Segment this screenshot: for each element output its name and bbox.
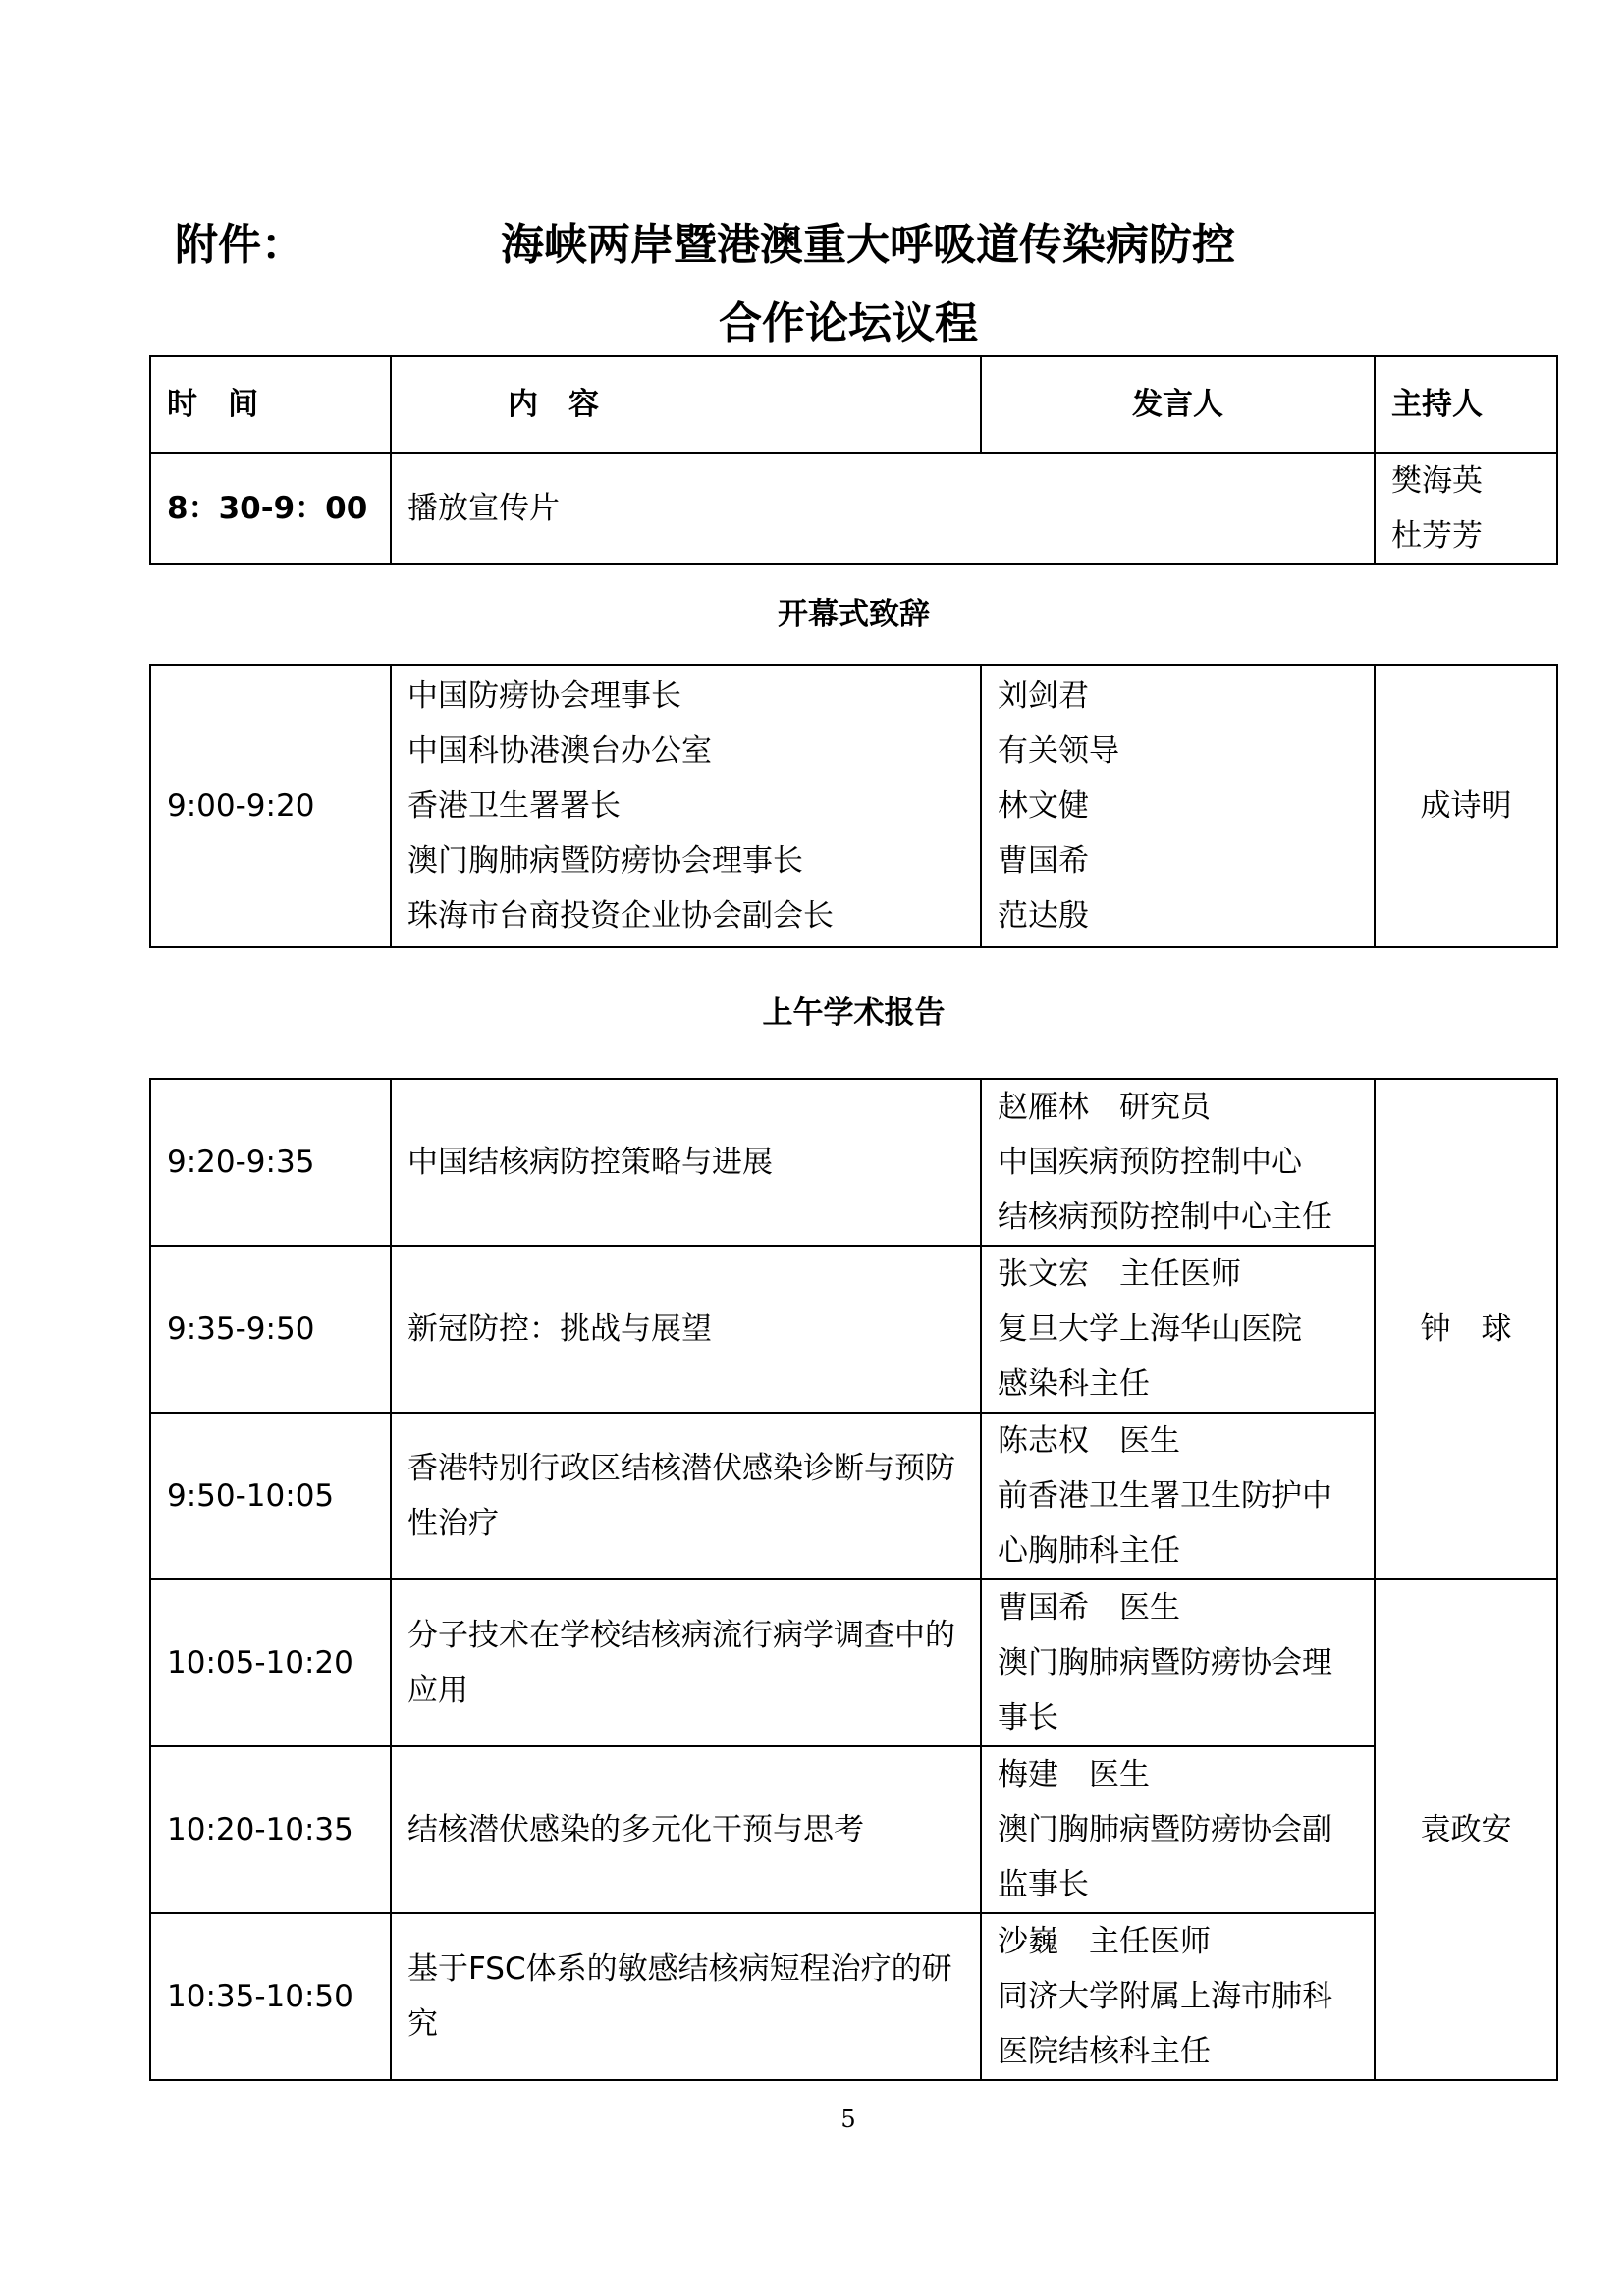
header-time: 时 间 bbox=[150, 356, 391, 453]
time-cell: 9:50-10:05 bbox=[150, 1413, 391, 1579]
table-header-row bbox=[150, 356, 1557, 453]
title-line-2: 合作论坛议程 bbox=[719, 298, 978, 348]
speaker-cell bbox=[981, 1579, 1375, 1746]
content-cell: 中国结核病防控策略与进展 bbox=[391, 1079, 981, 1246]
header-speaker: 发言人 bbox=[981, 356, 1375, 453]
speaker-cell bbox=[981, 1413, 1375, 1579]
content-line: 珠海市台商投资企业协会副会长 bbox=[407, 898, 834, 934]
content-line: 澳门胸肺病暨防痨协会理事长 bbox=[407, 843, 803, 879]
table-row-opening-speeches bbox=[150, 665, 1557, 947]
speaker-cell bbox=[981, 1913, 1375, 2080]
speaker-name: 刘剑君 bbox=[998, 678, 1089, 714]
table-row bbox=[150, 1079, 1557, 1246]
time-cell: 9:00-9:20 bbox=[150, 665, 391, 947]
time-cell: 9:35-9:50 bbox=[150, 1246, 391, 1413]
time-cell: 9:20-9:35 bbox=[150, 1079, 391, 1246]
content-cell: 播放宣传片 bbox=[391, 453, 1375, 564]
annex-label: 附件： bbox=[175, 220, 304, 270]
header-host: 主持人 bbox=[1375, 356, 1557, 453]
speaker-line: 监事长 bbox=[998, 1867, 1089, 1902]
host-cell bbox=[1375, 453, 1557, 564]
table-row bbox=[150, 1579, 1557, 1746]
content-line: 中国科协港澳台办公室 bbox=[407, 733, 712, 769]
section-row-morning bbox=[150, 947, 1557, 1079]
time-cell: 10:05-10:20 bbox=[150, 1579, 391, 1746]
speaker-line: 医院结核科主任 bbox=[998, 2034, 1211, 2069]
speaker-name: 林文健 bbox=[998, 788, 1089, 824]
content-cell: 基于FSC体系的敏感结核病短程治疗的研究 bbox=[391, 1913, 981, 2080]
speaker-name: 张文宏 主任医师 bbox=[998, 1256, 1241, 1292]
speaker-cell bbox=[981, 1079, 1375, 1246]
table-row bbox=[150, 1746, 1557, 1913]
content-cell: 结核潜伏感染的多元化干预与思考 bbox=[391, 1746, 981, 1913]
speaker-name: 曹国希 医生 bbox=[998, 1590, 1180, 1626]
speaker-cell bbox=[981, 665, 1375, 947]
time-cell: 10:20-10:35 bbox=[150, 1746, 391, 1913]
speaker-line: 结核病预防控制中心主任 bbox=[998, 1200, 1332, 1235]
speaker-line: 澳门胸肺病暨防痨协会理 bbox=[998, 1645, 1332, 1681]
speaker-line: 同济大学附属上海市肺科 bbox=[998, 1979, 1332, 2014]
host-cell: 钟 球 bbox=[1375, 1079, 1557, 1579]
table-row bbox=[150, 1246, 1557, 1413]
section-title-opening: 开幕式致辞 bbox=[150, 564, 1557, 665]
speaker-name: 范达殷 bbox=[998, 898, 1089, 934]
content-line: 中国防痨协会理事长 bbox=[407, 678, 681, 714]
speaker-name: 赵雁林 研究员 bbox=[998, 1090, 1211, 1125]
host-name: 樊海英 bbox=[1391, 463, 1483, 499]
header-content: 内 容 bbox=[391, 356, 981, 453]
table-row-opening-video bbox=[150, 453, 1557, 564]
section-row-opening bbox=[150, 564, 1557, 665]
speaker-cell bbox=[981, 1246, 1375, 1413]
agenda-table bbox=[149, 355, 1558, 2081]
speaker-line: 中国疾病预防控制中心 bbox=[998, 1145, 1302, 1180]
host-name: 杜芳芳 bbox=[1391, 518, 1483, 554]
content-cell: 新冠防控：挑战与展望 bbox=[391, 1246, 981, 1413]
host-cell: 袁政安 bbox=[1375, 1579, 1557, 2080]
time-cell: 10:35-10:50 bbox=[150, 1913, 391, 2080]
speaker-line: 心胸肺科主任 bbox=[998, 1533, 1180, 1569]
speaker-name: 曹国希 bbox=[998, 843, 1089, 879]
content-line: 香港卫生署署长 bbox=[407, 788, 621, 824]
table-row bbox=[150, 1413, 1557, 1579]
speaker-name: 有关领导 bbox=[998, 733, 1119, 769]
content-cell: 香港特别行政区结核潜伏感染诊断与预防性治疗 bbox=[391, 1413, 981, 1579]
content-cell: 分子技术在学校结核病流行病学调查中的应用 bbox=[391, 1579, 981, 1746]
host-cell: 成诗明 bbox=[1375, 665, 1557, 947]
speaker-line: 澳门胸肺病暨防痨协会副 bbox=[998, 1812, 1332, 1847]
section-title-morning: 上午学术报告 bbox=[150, 947, 1557, 1079]
speaker-line: 事长 bbox=[998, 1700, 1058, 1735]
title-line-1: 海峡两岸暨港澳重大呼吸道传染病防控 bbox=[501, 220, 1235, 270]
speaker-name: 梅建 医生 bbox=[998, 1757, 1150, 1792]
speaker-line: 复旦大学上海华山医院 bbox=[998, 1311, 1302, 1347]
speaker-line: 感染科主任 bbox=[998, 1366, 1150, 1402]
speaker-name: 陈志权 医生 bbox=[998, 1423, 1180, 1459]
time-cell: 8：30-9：00 bbox=[150, 453, 391, 564]
speaker-name: 沙巍 主任医师 bbox=[998, 1924, 1211, 1959]
document-heading bbox=[0, 211, 1624, 280]
page-number: 5 bbox=[840, 2106, 856, 2133]
speaker-cell bbox=[981, 1746, 1375, 1913]
speaker-line: 前香港卫生署卫生防护中 bbox=[998, 1478, 1332, 1514]
content-cell bbox=[391, 665, 981, 947]
table-row bbox=[150, 1913, 1557, 2080]
